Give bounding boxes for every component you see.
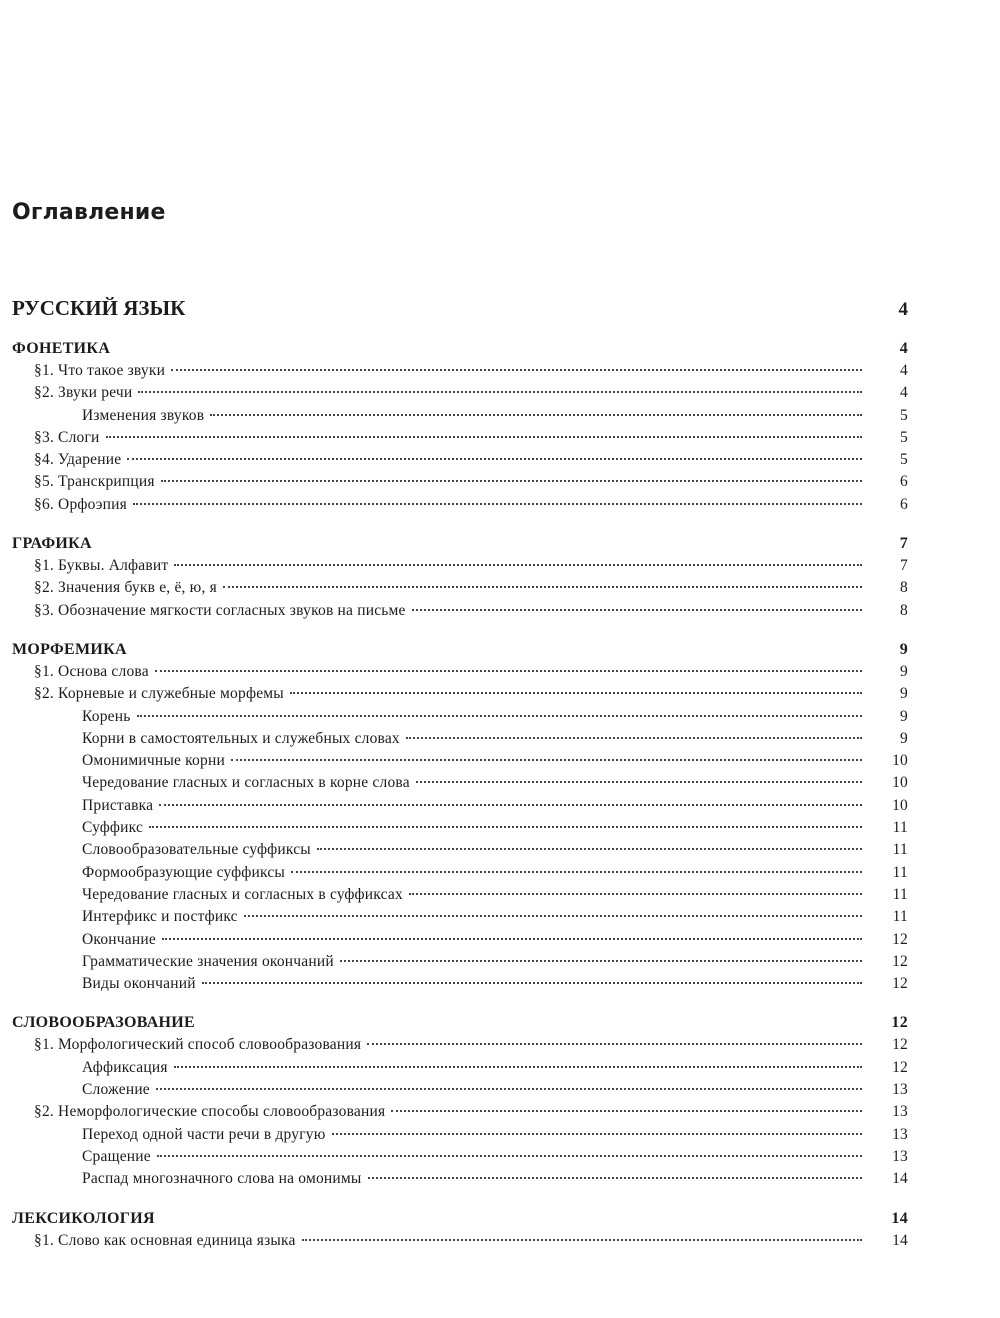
toc-subentry[interactable] — [12, 839, 908, 861]
toc-subentry[interactable] — [12, 405, 908, 427]
entry-title: §3. Обозначение мягкости согласных звуков на письме — [34, 601, 406, 619]
entry-title: §1. Буквы. Алфавит — [34, 557, 169, 575]
toc-subentry[interactable] — [12, 1146, 908, 1168]
toc-subentry[interactable] — [12, 728, 908, 750]
entry-title: Омонимичные корни — [82, 752, 225, 770]
entry-page-number: 11 — [892, 863, 908, 881]
toc-subentry[interactable] — [12, 906, 908, 928]
entry-page-number: 5 — [900, 428, 908, 446]
entry-title: Словообразовательные суффиксы — [82, 841, 311, 859]
dot-leader — [367, 1043, 862, 1045]
toc-entry[interactable] — [12, 600, 908, 622]
part-title: РУССКИЙ ЯЗЫК — [12, 296, 186, 320]
toc-subentry[interactable] — [12, 772, 908, 794]
entry-title: Распад многозначного слова на омонимы — [82, 1170, 362, 1188]
part-page-number: 4 — [898, 299, 908, 320]
toc-subentry[interactable] — [12, 929, 908, 951]
entry-page-number: 11 — [892, 908, 908, 926]
entry-page-number: 5 — [900, 451, 908, 469]
dot-leader — [368, 1177, 862, 1179]
entry-page-number: 10 — [892, 796, 908, 814]
entry-page-number: 12 — [892, 1036, 908, 1054]
entry-page-number: 14 — [892, 1231, 908, 1249]
entry-page-number: 12 — [892, 930, 908, 948]
entry-title: Переход одной части речи в другую — [82, 1125, 326, 1143]
entry-page-number: 9 — [900, 707, 908, 725]
entry-title: Корень — [82, 707, 131, 725]
entry-title: Сращение — [82, 1147, 151, 1165]
section-title: ЛЕКСИКОЛОГИЯ — [12, 1209, 155, 1227]
toc-entry[interactable] — [12, 683, 908, 705]
entry-title: Изменения звуков — [82, 406, 205, 424]
entry-page-number: 9 — [900, 685, 908, 703]
entry-title: Интерфикс и постфикс — [82, 908, 238, 926]
toc-subentry[interactable] — [12, 817, 908, 839]
section-heading[interactable] — [12, 639, 908, 661]
section-title: СЛОВООБРАЗОВАНИЕ — [12, 1014, 196, 1032]
toc-section — [12, 338, 908, 516]
section-title: ФОНЕТИКА — [12, 340, 111, 357]
dot-leader — [406, 737, 862, 739]
dot-leader — [290, 692, 862, 694]
toc-section — [12, 1012, 908, 1190]
dot-leader — [223, 586, 862, 588]
toc-entry[interactable] — [12, 427, 908, 449]
toc-subentry[interactable] — [12, 706, 908, 728]
toc-entry[interactable] — [12, 449, 908, 471]
entry-title: Сложение — [82, 1081, 150, 1099]
entry-page-number: 5 — [900, 406, 908, 424]
toc-entry[interactable] — [12, 1230, 908, 1252]
page-title: Оглавление — [12, 200, 166, 225]
entry-title: Суффикс — [82, 819, 144, 837]
entry-title: Виды окончаний — [82, 975, 196, 993]
entry-title: §2. Корневые и служебные морфемы — [34, 685, 284, 703]
toc-subentry[interactable] — [12, 795, 908, 817]
entry-title: §1. Морфологический способ словообразования — [34, 1036, 362, 1054]
section-page-number: 12 — [891, 1014, 908, 1032]
dot-leader — [137, 715, 862, 717]
entry-page-number: 4 — [900, 384, 908, 402]
dot-leader — [391, 1110, 862, 1112]
dot-leader — [416, 781, 862, 783]
entry-page-number: 9 — [900, 662, 908, 680]
section-title: МОРФЕМИКА — [12, 640, 127, 658]
section-heading[interactable] — [12, 533, 908, 555]
dot-leader — [161, 480, 862, 482]
entry-page-number: 8 — [900, 579, 908, 597]
entry-title: §1. Что такое звуки — [34, 362, 166, 379]
toc-entry[interactable] — [12, 382, 908, 404]
dot-leader — [133, 503, 862, 505]
toc-subentry[interactable] — [12, 973, 908, 995]
part-heading[interactable] — [12, 296, 908, 322]
section-title: ГРАФИКА — [12, 535, 92, 553]
entry-title: Окончание — [82, 930, 156, 948]
section-page-number: 4 — [899, 340, 908, 357]
entry-title: §2. Значения букв е, ё, ю, я — [34, 579, 217, 597]
entry-title: Чередование гласных и согласных в корне слова — [82, 774, 410, 792]
toc-entry[interactable] — [12, 555, 908, 577]
dot-leader — [106, 436, 862, 438]
entry-title: §3. Слоги — [34, 428, 100, 446]
entry-page-number: 13 — [892, 1147, 908, 1165]
entry-page-number: 8 — [900, 601, 908, 619]
entry-title: Аффиксация — [82, 1058, 168, 1076]
dot-leader — [171, 369, 862, 371]
entry-page-number: 12 — [892, 952, 908, 970]
dot-leader — [155, 670, 862, 672]
toc-entry[interactable] — [12, 577, 908, 599]
entry-page-number: 11 — [892, 841, 908, 859]
toc-subentry[interactable] — [12, 1057, 908, 1079]
entry-title: Чередование гласных и согласных в суффиксах — [82, 885, 403, 903]
dot-leader — [244, 915, 862, 917]
toc-subentry[interactable] — [12, 1079, 908, 1101]
entry-page-number: 13 — [892, 1081, 908, 1099]
section-page-number: 7 — [899, 535, 908, 553]
section-heading[interactable] — [12, 1208, 908, 1230]
entry-page-number: 13 — [892, 1103, 908, 1121]
dot-leader — [202, 982, 862, 984]
toc-section — [12, 1208, 908, 1252]
entry-title: §2. Неморфологические способы словообразования — [34, 1103, 386, 1121]
toc-subentry[interactable] — [12, 1124, 908, 1146]
entry-page-number: 4 — [900, 362, 908, 379]
toc-entry[interactable] — [12, 661, 908, 683]
entry-page-number: 6 — [900, 473, 908, 491]
entry-page-number: 12 — [892, 1058, 908, 1076]
dot-leader — [156, 1088, 862, 1090]
entry-title: §5. Транскрипция — [34, 473, 155, 491]
entry-title: Грамматические значения окончаний — [82, 952, 334, 970]
toc-entry[interactable] — [12, 1101, 908, 1123]
dot-leader — [409, 893, 862, 895]
dot-leader — [291, 871, 862, 873]
toc-section — [12, 639, 908, 995]
dot-leader — [340, 960, 862, 962]
entry-page-number: 11 — [892, 819, 908, 837]
section-page-number: 9 — [899, 640, 908, 658]
dot-leader — [138, 391, 862, 393]
toc-entry[interactable] — [12, 360, 908, 382]
entry-title: §2. Звуки речи — [34, 384, 133, 402]
section-heading[interactable] — [12, 338, 908, 360]
dot-leader — [231, 759, 862, 761]
entry-page-number: 10 — [892, 774, 908, 792]
toc-subentry[interactable] — [12, 884, 908, 906]
toc-subentry[interactable] — [12, 862, 908, 884]
toc-subentry[interactable] — [12, 1168, 908, 1190]
entry-title: §4. Ударение — [34, 451, 122, 469]
entry-page-number: 14 — [892, 1170, 908, 1188]
toc-entry[interactable] — [12, 471, 908, 493]
dot-leader — [159, 804, 862, 806]
dot-leader — [317, 848, 862, 850]
dot-leader — [149, 826, 862, 828]
entry-page-number: 7 — [900, 557, 908, 575]
dot-leader — [412, 609, 862, 611]
dot-leader — [210, 414, 862, 416]
dot-leader — [127, 458, 862, 460]
entry-page-number: 11 — [892, 885, 908, 903]
entry-title: §1. Слово как основная единица языка — [34, 1231, 296, 1249]
dot-leader — [302, 1239, 862, 1241]
toc-entry[interactable] — [12, 494, 908, 516]
table-of-contents — [12, 296, 908, 1269]
section-heading[interactable] — [12, 1012, 908, 1034]
toc-subentry[interactable] — [12, 951, 908, 973]
dot-leader — [162, 938, 862, 940]
dot-leader — [157, 1155, 862, 1157]
entry-page-number: 9 — [900, 729, 908, 747]
entry-title: Приставка — [82, 796, 154, 814]
entry-title: Корни в самостоятельных и служебных словах — [82, 729, 400, 747]
entry-page-number: 12 — [892, 975, 908, 993]
dot-leader — [332, 1133, 863, 1135]
dot-leader — [174, 1066, 862, 1068]
toc-entry[interactable] — [12, 1034, 908, 1056]
entry-title: §1. Основа слова — [34, 662, 149, 680]
entry-page-number: 10 — [892, 752, 908, 770]
entry-page-number: 6 — [900, 495, 908, 513]
section-page-number: 14 — [891, 1209, 908, 1227]
toc-subentry[interactable] — [12, 750, 908, 772]
sections-list — [12, 338, 908, 1252]
entry-title: §6. Орфоэпия — [34, 495, 127, 513]
dot-leader — [174, 564, 862, 566]
entry-title: Формообразующие суффиксы — [82, 863, 286, 881]
entry-page-number: 13 — [892, 1125, 908, 1143]
toc-section — [12, 533, 908, 622]
